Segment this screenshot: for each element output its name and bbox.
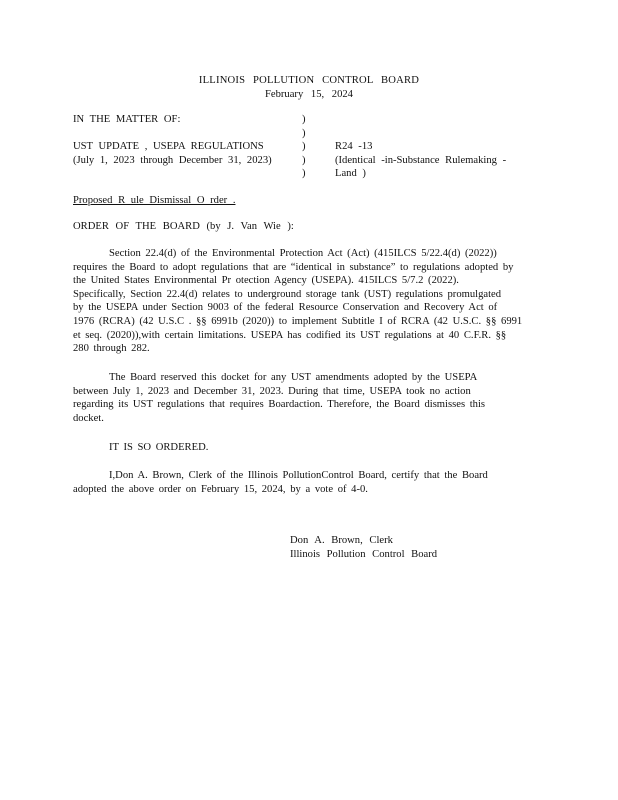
- paragraph-certification: [73, 469, 541, 496]
- caption-paren: ): [302, 127, 306, 139]
- caption-paren: ): [302, 168, 306, 180]
- paragraph-line: Section 22.4(d) of the Environmental Protection Act (Act) (415ILCS 5/22.4(d) (2022)): [109, 248, 497, 259]
- signatory-name: Don A. Brown, Clerk: [290, 535, 393, 546]
- paragraph-line: et seq. (2020)),with certain limitations. USEPA has codified its UST regulations at 40 C.F.R. §§: [73, 329, 507, 341]
- paragraph-line: regarding its UST regulations that requires Boardaction. Therefore, the Board dismisses this: [73, 399, 486, 411]
- caption-line: (July 1, 2023 through December 31, 2023): [73, 154, 272, 166]
- case-caption: [73, 113, 303, 181]
- paragraph-so-ordered: [73, 441, 541, 455]
- paragraph-line: requires the Board to adopt regulations that are “identical in substance” to regulations adopted by: [73, 261, 514, 273]
- paragraph-line: adopted the above order on February 15, 2024, by a vote of 4-0.: [73, 483, 368, 495]
- paragraph-dismissal: [73, 371, 541, 425]
- document-title: Proposed R ule Dismissal O rder .: [73, 195, 236, 206]
- caption-line: UST UPDATE , USEPA REGULATIONS: [73, 141, 264, 153]
- docket-type-cont: Land ): [335, 168, 366, 180]
- paragraph-line: Specifically, Section 22.4(d) relates to underground storage tank (UST) regulations promulgated: [73, 288, 502, 300]
- caption-line: IN THE MATTER OF:: [73, 114, 181, 125]
- caption-paren: ): [302, 141, 306, 153]
- caption-paren: ): [302, 114, 306, 125]
- caption-parentheses: [302, 113, 312, 181]
- order-heading: ORDER OF THE BOARD (by J. Van Wie ):: [73, 221, 294, 232]
- board-name-heading: ILLINOIS POLLUTION CONTROL BOARD: [198, 75, 420, 86]
- paragraph-line: 280 through 282.: [73, 343, 150, 355]
- paragraph-line: I,Don A. Brown, Clerk of the Illinois PollutionControl Board, certify that the Board: [109, 470, 488, 481]
- signatory-organization: Illinois Pollution Control Board: [290, 548, 438, 560]
- order-date: February 15, 2024: [265, 89, 353, 100]
- paragraph-line: IT IS SO ORDERED.: [109, 442, 209, 453]
- paragraph-line: the United States Environmental Pr otection Agency (USEPA). 415ILCS 5/7.2 (2022).: [73, 275, 459, 287]
- caption-line: [73, 167, 303, 181]
- docket-info: [335, 140, 525, 181]
- paragraph-statutory-basis: [73, 247, 541, 356]
- caption-line: [73, 127, 303, 141]
- paragraph-line: 1976 (RCRA) (42 U.S.C . §§ 6991b (2020)) to implement Subtitle I of RCRA (42 U.S.C. §§ 6991: [73, 315, 523, 327]
- caption-paren: ): [302, 154, 306, 166]
- docket-number: R24 -13: [335, 141, 373, 152]
- paragraph-line: docket.: [73, 412, 104, 424]
- paragraph-line: between July 1, 2023 and December 31, 2023. During that time, USEPA took no action: [73, 385, 471, 397]
- docket-type: (Identical -in-Substance Rulemaking -: [335, 154, 507, 166]
- paragraph-line: The Board reserved this docket for any UST amendments adopted by the USEPA: [109, 372, 478, 383]
- signature-block: [290, 534, 437, 561]
- paragraph-line: by the USEPA under Section 9003 of the federal Resource Conservation and Recovery Act of: [73, 302, 498, 314]
